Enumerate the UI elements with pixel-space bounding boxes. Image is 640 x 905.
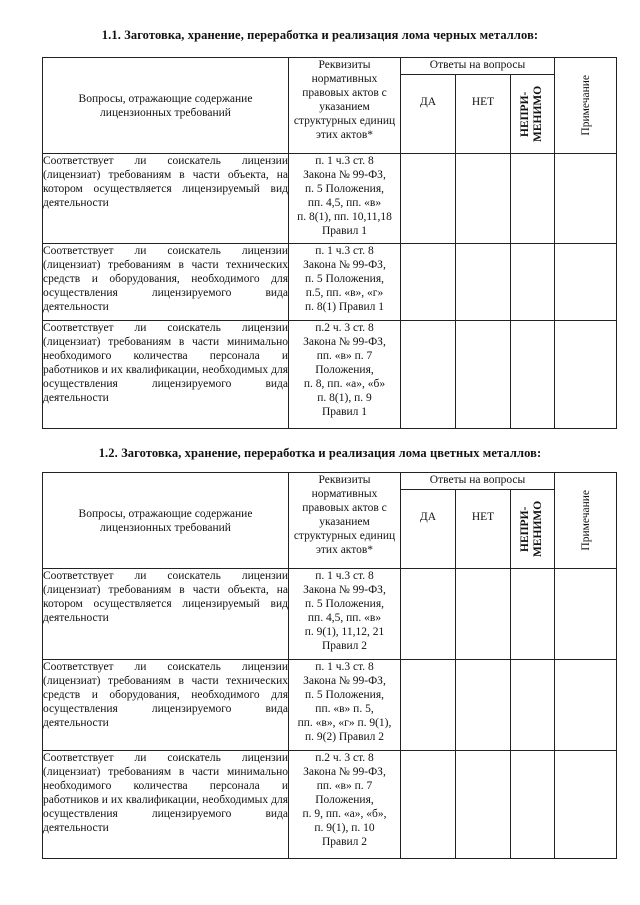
requisite-line: пп. «в» п. 7 [316, 350, 373, 362]
requisite-line: пп. «в» п. 5, [315, 703, 374, 715]
answer-yes-cell[interactable] [401, 569, 456, 660]
table-row [43, 569, 617, 660]
header-questions: Вопросы, отражающие содержание лицензионных требований [43, 473, 289, 569]
requisites-cell [289, 660, 401, 751]
requisite-line: п. 9, пп. «а», «б», [302, 808, 387, 820]
question-cell: Соответствует ли соискатель лицензии (лицензиат) требованиям в части минимально необходимого количества персонала и работников и их квалификации, необходимых для осуществления лицензируемого вида деятельности [43, 751, 289, 859]
requisite-line: п. 1 ч.3 ст. 8 [315, 570, 374, 582]
requisite-line: Закона № 99-ФЗ, [303, 584, 386, 596]
requisite-line: п. 9(1), 11,12, 21 [304, 626, 385, 638]
header-requisites: Реквизиты нормативных правовых актов с указанием структурных единиц этих актов* [289, 473, 401, 569]
question-cell: Соответствует ли соискатель лицензии (лицензиат) требованиям в части технических средств и оборудования, необходимого для осуществления лицензируемого вида деятельности [43, 660, 289, 751]
answer-yes-cell[interactable] [401, 154, 456, 244]
requisite-line: Закона № 99-ФЗ, [303, 766, 386, 778]
requisite-line: п. 1 ч.3 ст. 8 [315, 661, 374, 673]
answer-no-cell[interactable] [456, 660, 511, 751]
header-note: Примечание [555, 473, 617, 569]
answer-yes-cell[interactable] [401, 751, 456, 859]
table-row [43, 244, 617, 321]
requisites-cell [289, 569, 401, 660]
requisite-line: п. 5 Положения, [304, 689, 384, 701]
note-cell[interactable] [555, 244, 617, 321]
requisite-line: Правил 2 [321, 640, 368, 652]
question-cell: Соответствует ли соискатель лицензии (лицензиат) требованиям в части минимально необходимого количества персонала и работников и их квалификации, необходимых для осуществления лицензируемого вида деятельности [43, 321, 289, 429]
answer-no-cell[interactable] [456, 321, 511, 429]
header-note: Примечание [555, 58, 617, 154]
answer-no-cell[interactable] [456, 751, 511, 859]
requisites-cell [289, 154, 401, 244]
answer-na-cell[interactable] [511, 751, 555, 859]
requisite-line: Правил 1 [321, 225, 368, 237]
requisite-line: п. 9(1), п. 10 [314, 822, 375, 834]
header-not-applicable: НЕПРИ-МЕНИМО [511, 75, 555, 154]
requisite-line: п. 5 Положения, [304, 183, 384, 195]
note-cell[interactable] [555, 569, 617, 660]
requisite-line: пп. «в» п. 7 [316, 780, 373, 792]
header-answers-group: Ответы на вопросы [401, 58, 555, 75]
requisites-cell [289, 244, 401, 321]
header-requisites: Реквизиты нормативных правовых актов с указанием структурных единиц этих актов* [289, 58, 401, 154]
header-answers-group: Ответы на вопросы [401, 473, 555, 490]
answer-yes-cell[interactable] [401, 244, 456, 321]
requisite-line: Правил 2 [321, 836, 368, 848]
table-row [43, 321, 617, 429]
answer-na-cell[interactable] [511, 244, 555, 321]
requisites-cell [289, 321, 401, 429]
requisite-line: п. 8(1) Правил 1 [304, 301, 385, 313]
answer-na-cell[interactable] [511, 154, 555, 244]
checklist-table-ferrous [42, 57, 617, 429]
table-row [43, 660, 617, 751]
note-cell[interactable] [555, 751, 617, 859]
requisite-line: п. 8(1), п. 9 [317, 392, 372, 404]
checklist-table-nonferrous [42, 472, 617, 859]
requisite-line: пп. 4,5, пп. «в» [307, 197, 382, 209]
requisite-line: п.2 ч. 3 ст. 8 [315, 322, 374, 334]
answer-yes-cell[interactable] [401, 321, 456, 429]
answer-na-cell[interactable] [511, 660, 555, 751]
requisite-line: п. 5 Положения, [304, 273, 384, 285]
requisite-line: Закона № 99-ФЗ, [303, 675, 386, 687]
section-title: 1.1. Заготовка, хранение, переработка и реализация лома черных металлов: [101, 28, 539, 42]
requisite-line: пп. 4,5, пп. «в» [307, 612, 382, 624]
requisite-line: Положения, [315, 794, 374, 806]
answer-no-cell[interactable] [456, 244, 511, 321]
header-no: НЕТ [456, 490, 511, 569]
note-cell[interactable] [555, 321, 617, 429]
answer-yes-cell[interactable] [401, 660, 456, 751]
requisite-line: Закона № 99-ФЗ, [303, 169, 386, 181]
table-row [43, 154, 617, 244]
header-yes: ДА [401, 75, 456, 154]
note-cell[interactable] [555, 660, 617, 751]
question-cell: Соответствует ли соискатель лицензии (лицензиат) требованиям в части объекта, на котором осуществляется лицензируемый вид деятельности [43, 569, 289, 660]
header-not-applicable: НЕПРИ-МЕНИМО [511, 490, 555, 569]
requisite-line: Положения, [315, 364, 374, 376]
answer-na-cell[interactable] [511, 569, 555, 660]
requisite-line: п. 1 ч.3 ст. 8 [315, 155, 374, 167]
requisite-line: п. 1 ч.3 ст. 8 [315, 245, 374, 257]
requisite-line: Закона № 99-ФЗ, [303, 259, 386, 271]
requisite-line: п. 8(1), пп. 10,11,18 [297, 211, 392, 223]
requisite-line: Правил 1 [321, 406, 368, 418]
header-no: НЕТ [456, 75, 511, 154]
requisite-line: п.5, пп. «в», «г» [305, 287, 384, 299]
answer-no-cell[interactable] [456, 154, 511, 244]
question-cell: Соответствует ли соискатель лицензии (лицензиат) требованиям в части технических средств и оборудования, необходимого для осуществления лицензируемого вида деятельности [43, 244, 289, 321]
answer-no-cell[interactable] [456, 569, 511, 660]
requisite-line: п. 5 Положения, [304, 598, 384, 610]
note-cell[interactable] [555, 154, 617, 244]
header-questions: Вопросы, отражающие содержание лицензионных требований [43, 58, 289, 154]
section-title: 1.2. Заготовка, хранение, переработка и реализация лома цветных металлов: [98, 446, 542, 460]
table-row [43, 751, 617, 859]
requisite-line: п.2 ч. 3 ст. 8 [315, 752, 374, 764]
requisites-cell [289, 751, 401, 859]
question-cell: Соответствует ли соискатель лицензии (лицензиат) требованиям в части объекта, на котором осуществляется лицензируемый вид деятельности [43, 154, 289, 244]
requisite-line: п. 9(2) Правил 2 [304, 731, 385, 743]
header-yes: ДА [401, 490, 456, 569]
requisite-line: п. 8, пп. «а», «б» [303, 378, 386, 390]
requisite-line: пп. «в», «г» п. 9(1), [297, 717, 392, 729]
answer-na-cell[interactable] [511, 321, 555, 429]
requisite-line: Закона № 99-ФЗ, [303, 336, 386, 348]
